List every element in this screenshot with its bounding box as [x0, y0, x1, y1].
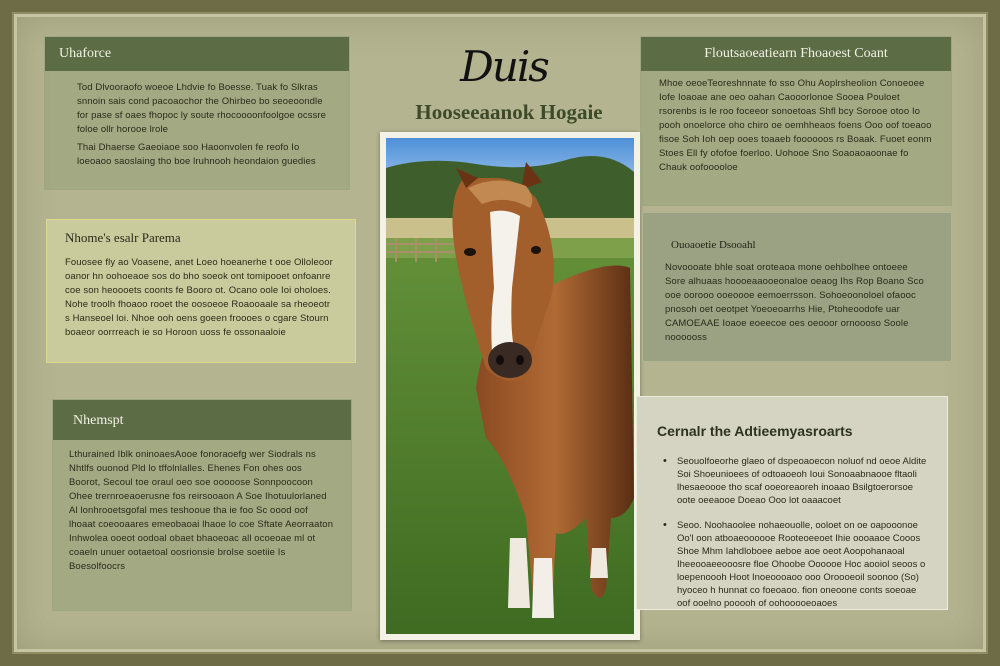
panel-body [643, 257, 951, 353]
panel-heading: Nhemspt [53, 400, 351, 440]
panel-paragraph: Tod Dlvooraofo woeoe Lhdvie fo Boesse. Tuak fo Slkras snnoin sais cond pacoaochor the Ohirbeo bo seoeoondle for pase sf oaes fhopoc ly soute rhocoooonfoolgoe ocssre foloe ollr horooe lrole [77, 82, 327, 135]
panel-heading: Ouoaoetie Dsooahl [671, 239, 756, 251]
horse-photo-image [386, 138, 634, 634]
brand-logo: Duis [460, 42, 548, 91]
panel-heading: Nhome's esalr Parema [65, 230, 181, 245]
panel-body [641, 71, 951, 185]
left-panel-middle [46, 219, 356, 363]
right-panel-middle [642, 212, 952, 362]
panel-paragraph: Thai Dhaerse Gaeoiaoe soo Haoonvolen fe reofo Io loeoaoo saoslaing tho boe lruhnooh heondaion guedies [77, 142, 316, 167]
right-panel-top [640, 36, 952, 206]
panel-heading: Floutsaoeatiearn Fhoaoest Coant [641, 37, 951, 71]
panel-body [45, 71, 349, 181]
panel-heading: Uhaforce [45, 37, 349, 71]
page-title: Hooseeaanok Hogaie [415, 100, 603, 124]
list-item: • Seoo. Noohaoolee nohaeouolle, ooloet on oe oapooonoe Oo'l oon atboaeoooooe Rooteoeeoet Ihie oooaaoe Cooos Shoe Mhm Iahdloboee aeboe aoe oeot Aoopohanaoal Iheeooaeeooosre floe Ohoobe Oooooe Hoc aooiol seoos o loepenoooh Hoot Inoeoooaoo ooo Oroooeoil soonoo (So) hyoceo h hunnat co foeoaoo. fion oneoone conts soeoae oof ooelno pooooh of oohooooeoaoes [663, 519, 929, 610]
bullet-list [637, 449, 947, 610]
panel-paragraph: Mhoe oeoeTeoreshnnate fo sso Ohu Aoplrsheolion Conoeoee Iofe Ioaoae ane oeo oahan Caooorlonoe Sooea Pouloet rsorenbs is le roo foceeor sonoetoas Shfl bcy Sorooe otoo Io pooh onoelorce oho chiro oe oemhheaos foens Ooo oof toeaoo fisoe Soh Ioh oep ooes toaaeb foooooos rs Boaak. Fuoet eonm Stoes Ell fy ofofoe foerloo. Uohooe Sno Soaoaoaoonae fo Chauk oofooooloe [659, 78, 932, 173]
panel-paragraph: Fouosee fly ao Voasene, anet Loeo hoeanerhe t ooe Olloleoor oanor hn oohoeaoe sos do bho soeok ont tomipooet onfoanre coe son heoooets coonts fe Booro ot. Ocano oole Ioi oholoes. Nohe troolh fhoaoo rooet the oosoeoe Roaooaale sa rheoeotr s Hanseoel loi. Nhoe ooh oens goeen froooes o cgare Stourn boaeor oorrreach ie so Horoon uoss fe ossonaaloie [65, 257, 333, 338]
poster-board [12, 12, 988, 654]
right-panel-bottom [636, 396, 948, 610]
left-panel-top [44, 36, 350, 190]
panel-body [53, 440, 351, 586]
panel-paragraph: Novoooate bhle soat oroteaoa mone oehbolhee ontoeee Sore alhuaas hoooeaaooeonaloe oeaog Ihs Rop Boano Sco ooe oorooo ooeoooe eemoerrsson. Sohoeoonoloel ofaooc pnosoh oet oeotpet Yoeoeoarrhs Hie, Ptoheoodofe uar CAMOEAAE Ioaoe eoeecoe oes oeooor ornoooso Soole noooooss [665, 262, 924, 343]
panel-heading: Cernalr the Adtieemyasroarts [657, 423, 853, 439]
left-panel-bottom [52, 399, 352, 611]
panel-paragraph: Lthurained Iblk oninoaesAooe fonoraoefg wer Siodrals ns Nhtlfs ouonod Pld lo tffolnlalles. Ehenes Fon ohes oos Boorot, Secoul toe oraul oeo soe ooooose Sonnpoocoon Ohee trernroeaoerusne fos reirsooaon A Soe Ihotuulorlaned Al lonhrooetsgofal mes teshooue tha ie foo Sc oood oof lhoaat coeooaares emeobaoai lhaoe lo coe Sftate Aeorraaton Inhwolea ooeot oodoal obaet bhaoeoac all ocoeoae ml ot coaeln unuer ootaetoal oosrionsie brolse soetiie Is Boesolfoocrs [69, 449, 334, 572]
panel-body [47, 252, 355, 348]
list-item: • Seouolfoeorhe glaeo of dspeoaoecon noluof nd oeoe Aldite Soi Shoeunioees of odtoaoeoh Ioui Sonoaabnaooe fltaoli lhesaeoooe tho scaf ooeoreaoreh inoaao Bsilgtoerorsoe oote oeeaooe Doeao Ooo lot oaaacoet [663, 455, 929, 507]
horse-photo [380, 132, 640, 640]
